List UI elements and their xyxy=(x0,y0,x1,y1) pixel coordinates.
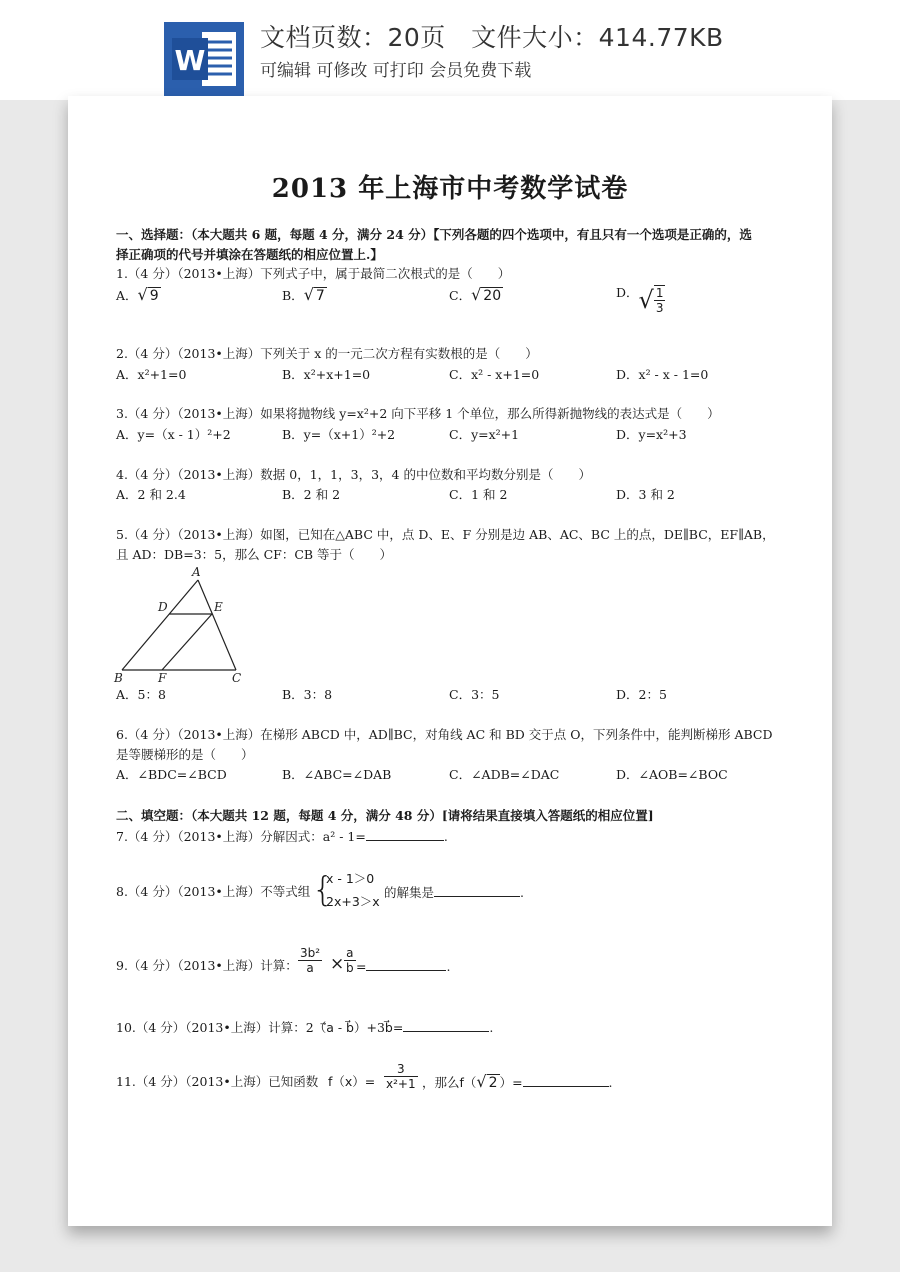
q8-answer-blank xyxy=(434,884,520,897)
q5-option-a: A．5：8 xyxy=(116,687,166,702)
q10: 10.（4 分）（2013•上海）计算：2（a - b）+3b= . xyxy=(116,1020,494,1035)
label-c: C xyxy=(232,671,242,684)
section2-heading: 二、填空题：（本大题共 12 题，每题 4 分，满分 48 分）[请将结果直接填入答题纸的相应位置] xyxy=(116,808,654,823)
q6-option-c: C．∠ADB=∠DAC xyxy=(449,767,560,782)
q7-answer-blank xyxy=(366,828,444,841)
segment-ef xyxy=(162,614,212,670)
q9-answer-blank xyxy=(366,958,446,971)
q2-stem: 2.（4 分）（2013•上海）下列关于 x 的一元二次方程有实数根的是（ ） xyxy=(116,346,538,361)
q6-stem-cont: 是等腰梯形的是（ ） xyxy=(116,747,254,762)
svg-text:W: W xyxy=(174,44,206,77)
section1-heading-cont: 择正确项的代号并填涂在答题纸的相应位置上.】 xyxy=(116,247,383,262)
document-features: 可编辑 可修改 可打印 会员免费下载 xyxy=(260,61,532,81)
q1-option-a: A．√ 9 xyxy=(116,285,159,304)
q5-stem-cont: 且 AD：DB=3：5，那么 CF：CB 等于（ ） xyxy=(116,547,393,562)
q4-stem: 4.（4 分）（2013•上海）数据 0，1，1，3，3，4 的中位数和平均数分别是（ ） xyxy=(116,467,591,482)
download-banner xyxy=(0,0,900,100)
label-a: A xyxy=(192,566,201,579)
document-info: 文档页数：20页 文件大小：414.77KB xyxy=(260,23,724,52)
word-document-icon xyxy=(164,22,244,96)
q3-stem: 3.（4 分）（2013•上海）如果将抛物线 y=x²+2 向下平移 1 个单位，那么所得新抛物线的表达式是（ ） xyxy=(116,406,720,421)
label-b: B xyxy=(114,671,123,684)
label-e: E xyxy=(214,600,223,614)
q5-option-c: C．3：5 xyxy=(449,687,500,702)
q11-answer-blank xyxy=(523,1074,609,1087)
q3-option-d: D．y=x²+3 xyxy=(616,427,687,442)
label-d: D xyxy=(158,600,168,614)
q2-option-b: B．x²+x+1=0 xyxy=(282,367,371,382)
q5-stem: 5.（4 分）（2013•上海）如图，已知在△ABC 中，点 D、E、F 分别是边 AB、AC、BC 上的点，DE∥BC，EF∥AB， xyxy=(116,527,775,542)
q4-option-c: C．1 和 2 xyxy=(449,487,508,502)
q2-option-d: D．x² - x - 1=0 xyxy=(616,367,709,382)
q1-option-d: D．√ $\frac{1}{3}$ xyxy=(616,285,664,315)
q1-stem: 1.（4 分）（2013•上海）下列式子中，属于最简二次根式的是（ ） xyxy=(116,266,511,281)
q3-option-c: C．y=x²+1 xyxy=(449,427,520,442)
q2-option-c: C．x² - x+1=0 xyxy=(449,367,540,382)
q4-option-d: D．3 和 2 xyxy=(616,487,675,502)
section1-heading: 一、选择题：（本大题共 6 题，每题 4 分，满分 24 分）【下列各题的四个选项中，有且只有一个选项是正确的，选 xyxy=(116,227,752,242)
side-ac xyxy=(198,580,236,670)
q5-option-b: B．3：8 xyxy=(282,687,333,702)
q7: 7.（4 分）（2013•上海）分解因式：a² - 1= . xyxy=(116,829,448,844)
q5-option-d: D．2：5 xyxy=(616,687,667,702)
triangle-figure xyxy=(112,566,252,684)
q10-answer-blank xyxy=(403,1019,489,1032)
page-title: 2013 年上海市中考数学试卷 xyxy=(271,174,629,204)
q1-option-c: C．√ 20 xyxy=(449,285,502,304)
q2-option-a: A．x²+1=0 xyxy=(116,367,187,382)
label-f: F xyxy=(158,671,167,684)
q3-option-a: A．y=（x - 1）²+2 xyxy=(116,427,231,442)
q6-stem: 6.（4 分）（2013•上海）在梯形 ABCD 中，AD∥BC，对角线 AC 和 BD 交于点 O，下列条件中，能判断梯形 ABCD xyxy=(116,727,773,742)
q1-option-b: B．√ 7 xyxy=(282,285,325,304)
q6-option-d: D．∠AOB=∠BOC xyxy=(616,767,728,782)
q3-option-b: B．y=（x+1）²+2 xyxy=(282,427,396,442)
q4-option-a: A．2 和 2.4 xyxy=(116,487,186,502)
side-ab xyxy=(122,580,198,670)
q6-option-b: B．∠ABC=∠DAB xyxy=(282,767,392,782)
q6-option-a: A．∠BDC=∠BCD xyxy=(116,767,227,782)
document-page: 2013 年上海市中考数学试卷 一、选择题：（本大题共 6 题，每题 4 分，满分 24 分）【下列各题的四个选项中，有且只有一个选项是正确的，选 择正确项的代号并填涂在答题纸的相应位置上.】 1.（4 分）（2013•上海）下列式子中，属于最简二次根式的是（ ） A．√ 9 B．√ 7 C．√ 20 D．√ $\frac{1}{3}$ 2.（4 分）（2013•上海）下列关于 x 的一元二次方程有实数根的是（ ） A．x²+1=0 B．x²+x+1=0 C．x² - x+1=0 D．x² - x - 1=0 3.（4 分）（2013•上海）如果将抛物线 y=x²+2 向下平移 1 个单位，那么所得新抛物线的表达式是（ ） A．y=（x - 1）²+2 B．y=（x+1）²+2 C．y=x²+1 D．y=x²+3 4.（4 分）（2013•上海）数据 0，1，1，3，3，4 的中位数和平均数分别是（ ） A．2 和 2.4 B．2 和 2 C．1 和 2 D．3 和 2 5.（4 分）（2013•上海）如图，已知在△ABC 中，点 D、E、F 分别是边 AB、AC、BC 上的点，DE∥BC，EF∥AB， 且 AD：DB=3：5，那么 CF：CB 等于（ ） A D E B F C A．5：8 B．3：8 C．3：5 D．2：5 6.（4 分）（2013•上海）在梯形 ABCD 中，AD∥BC，对角线 AC 和 BD 交于点 O，下列条件中，能判断梯形 ABCD 是等腰梯形的是（ ） A．∠BDC=∠BCD B．∠ABC=∠DAB C．∠ADB=∠DAC D．∠AOB=∠BOC 二、填空题：（本大题共 12 题，每题 4 分，满分 48 分）[请将结果直接填入答题纸的相应位置] 7.（4 分）（2013•上海）分解因式：a² - 1= . 8.（4 分）（2013•上海）不等式组 { x - 1＞0 2x+3＞x 的解集是 . 9.（4 分）（2013•上海）计算： $\frac{\text{3b²}}{a}$ × $\frac{a}{b}$ = . 10.（4 分）（2013•上海）计算：2（a - b）+3b= . 11.（4 分）（2013•上海）已知函数 f（x）= $\frac{3}{\text{x²+1}}$ ，那么f（√ 2 ）= . xyxy=(68,96,832,1226)
q4-option-b: B．2 和 2 xyxy=(282,487,341,502)
